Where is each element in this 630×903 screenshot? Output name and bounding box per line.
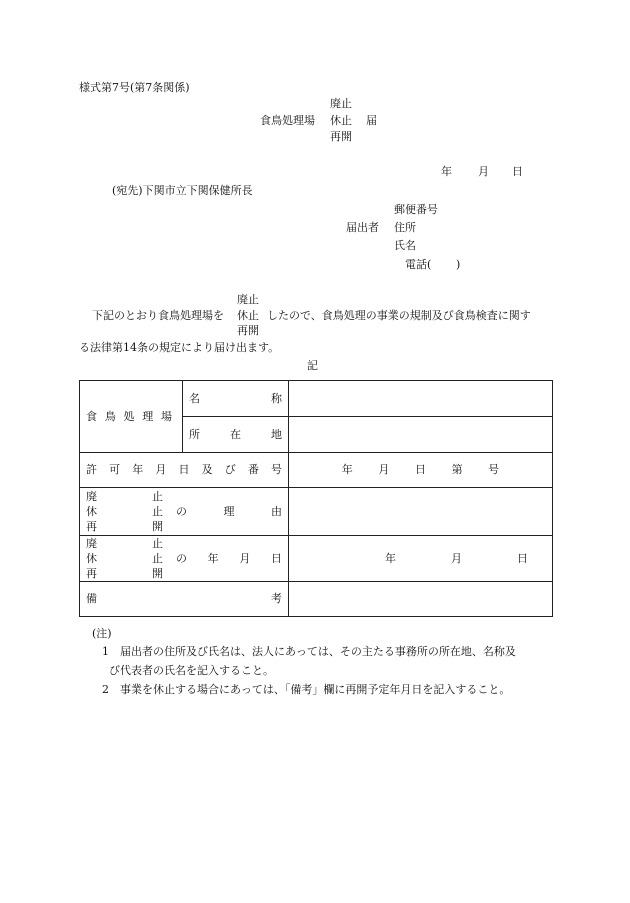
date-status-resume-1: 再: [86, 567, 97, 580]
status-resume-2: 開: [152, 520, 163, 533]
date-status-abolish-2: 止: [152, 537, 163, 550]
note-1-line2: び代表者の氏名を記入すること。: [109, 664, 274, 677]
applicant-address: 住所: [394, 221, 416, 234]
date-status-suspend-1: 休: [86, 552, 97, 565]
facility-label-char: 食: [86, 409, 97, 423]
applicant-phone-close: ): [456, 258, 461, 271]
status-suspend-2: 止: [152, 505, 163, 518]
permit-value-part: 年: [341, 463, 353, 477]
permit-value: [289, 463, 552, 476]
body-option-resume: 再開: [237, 324, 259, 337]
date-day: 日: [512, 165, 523, 178]
name-label-char: 名: [189, 391, 200, 405]
reason-label-char: 由: [271, 504, 282, 518]
location-label-char: 地: [271, 427, 282, 441]
name-label-char: 称: [271, 391, 282, 405]
body-option-abolish: 廃止: [237, 293, 259, 306]
reason-label-char: 理: [223, 504, 235, 518]
date-month: 月: [478, 165, 489, 178]
facility-label-char: 鳥: [104, 409, 116, 423]
date-status-options: [80, 536, 176, 581]
date-value-cell[interactable]: [289, 536, 553, 582]
date-value-part: 月: [451, 551, 462, 565]
permit-label-char: 月: [155, 463, 167, 477]
note-1-number: 1: [102, 645, 109, 658]
permit-label-char: 号: [271, 463, 282, 477]
date-label: [176, 552, 288, 565]
form-number: 様式第7号(第7条関係): [79, 81, 190, 94]
status-resume-1: 再: [86, 520, 97, 533]
date-label-char: 日: [270, 551, 282, 565]
permit-label-char: 年: [132, 463, 144, 477]
permit-value-part: 号: [488, 463, 500, 477]
addressee: (宛先)下関市立下関保健所長: [112, 184, 253, 197]
applicant-phone: 電話(: [405, 258, 432, 271]
location-label-cell: [183, 417, 289, 453]
remarks-label-2: 考: [271, 592, 282, 606]
permit-value-part: 日: [414, 463, 426, 477]
facility-label: [80, 410, 182, 423]
permit-label-char: 日: [178, 463, 190, 477]
title-option-resume: 再開: [330, 130, 352, 143]
location-label: [183, 428, 288, 441]
reason-label-char: の: [176, 504, 187, 518]
date-status-suspend-2: 止: [152, 552, 163, 565]
reason-label: [176, 505, 288, 518]
note-2-number: 2: [102, 683, 109, 696]
remarks-label-1: 備: [86, 592, 97, 606]
location-label-char: 所: [189, 427, 200, 441]
permit-label-char: び: [224, 463, 236, 477]
facility-label-char: 理: [142, 409, 154, 423]
date-label-char: 月: [239, 551, 251, 565]
date-status-abolish-1: 廃: [86, 537, 97, 550]
reason-value-cell[interactable]: [289, 488, 553, 536]
applicant-name: 氏名: [394, 239, 416, 252]
date-status-resume-2: 開: [152, 567, 163, 580]
date-value: [289, 552, 552, 565]
reason-status-options: [80, 489, 176, 534]
title-option-abolish: 廃止: [330, 97, 352, 110]
remarks-label-cell: [80, 582, 289, 617]
status-abolish-2: 止: [152, 490, 163, 503]
permit-label-char: 可: [109, 463, 121, 477]
permit-value-cell[interactable]: [289, 453, 553, 488]
date-label-char: 年: [207, 551, 219, 565]
permit-label-char: 番: [247, 463, 259, 477]
body-option-suspend: 休止: [237, 309, 259, 322]
date-label-char: の: [176, 551, 187, 565]
permit-label-cell: [80, 453, 289, 488]
date-value-part: 年: [385, 551, 396, 565]
body-line2: る法律第14条の規定により届け出ます。: [79, 341, 280, 354]
body-before: 下記のとおり食鳥処理場を: [92, 309, 224, 322]
note-1-line1: 届出者の住所及び氏名は、法人にあっては、その主たる事務所の所在地、名称及: [120, 645, 516, 658]
permit-value-part: 第: [451, 463, 463, 477]
title-suffix: 届: [366, 114, 377, 127]
location-label-char: 在: [230, 427, 241, 441]
body-after: したので、食鳥処理の事業の規制及び食鳥検査に関す: [267, 309, 531, 322]
facility-label-char: 場: [161, 409, 172, 423]
date-label-cell: [80, 536, 289, 582]
facility-label-char: 処: [123, 409, 135, 423]
permit-label-char: 及: [201, 463, 213, 477]
title-option-suspend: 休止: [330, 114, 352, 127]
form-table: [79, 380, 553, 617]
name-label: [183, 392, 288, 405]
date-year: 年: [441, 165, 452, 178]
permit-label-char: 許: [86, 463, 97, 477]
note-2-line1: 事業を休止する場合にあっては、「備考」欄に再開予定年月日を記入すること。: [120, 683, 511, 696]
remarks-value-cell[interactable]: [289, 582, 553, 617]
status-suspend-1: 休: [86, 505, 97, 518]
ki-heading: 記: [307, 359, 318, 372]
applicant-postal: 郵便番号: [394, 203, 438, 216]
title-prefix: 食鳥処理場: [260, 114, 315, 127]
status-abolish-1: 廃: [86, 490, 97, 503]
notes-heading: (注): [92, 627, 112, 640]
permit-label: [80, 463, 288, 476]
applicant-label: 届出者: [346, 221, 379, 234]
name-label-cell: [183, 381, 289, 417]
location-value-cell[interactable]: [289, 417, 553, 453]
reason-label-cell: [80, 488, 289, 536]
permit-value-part: 月: [378, 463, 390, 477]
facility-label-cell: [80, 381, 183, 453]
date-value-part: 日: [517, 551, 528, 565]
name-value-cell[interactable]: [289, 381, 553, 417]
